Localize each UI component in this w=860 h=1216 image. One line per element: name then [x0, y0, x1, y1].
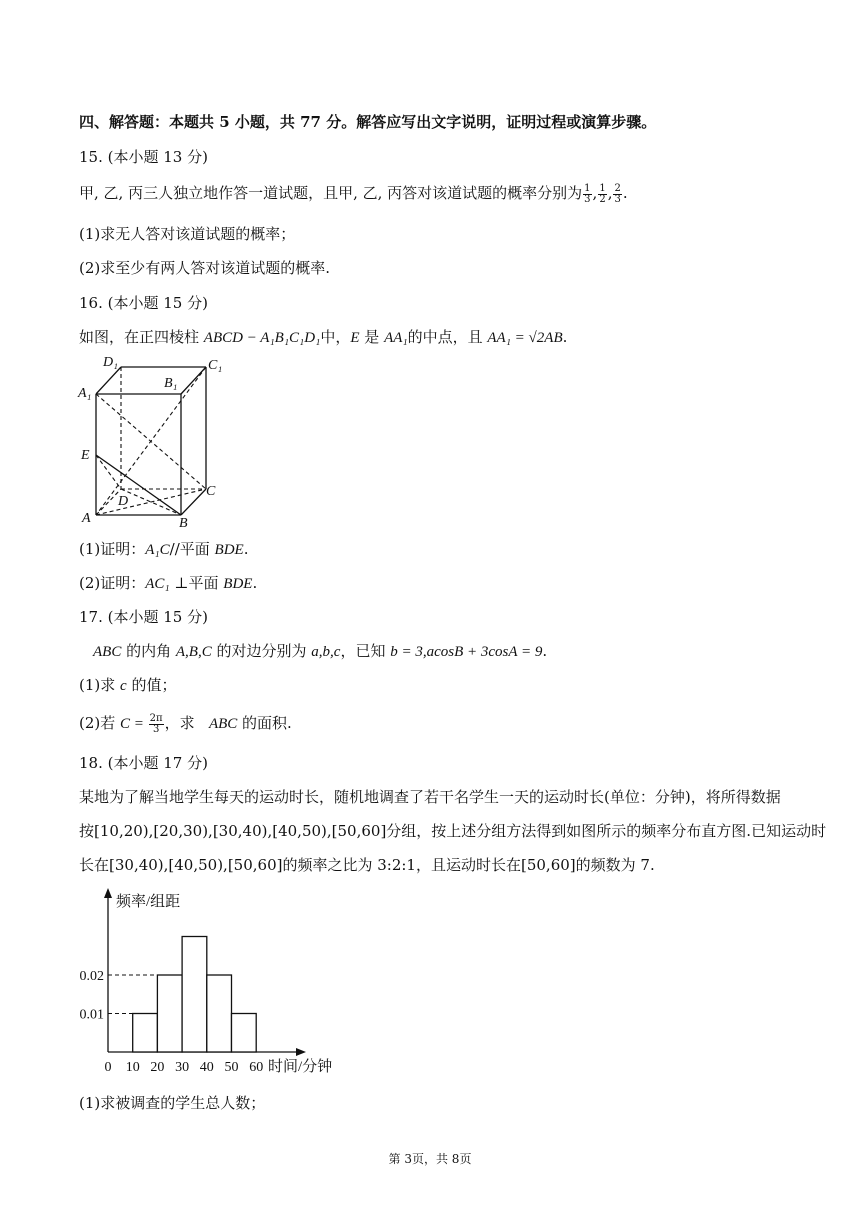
histogram-bar [207, 975, 232, 1052]
label-B1: B₁ [164, 376, 178, 391]
frequency-histogram [72, 882, 352, 1082]
x-tick-label: 40 [199, 1060, 214, 1075]
label-B: B [179, 516, 188, 530]
q17-stem: ABC 的内角 A,B,C 的对边分别为 a,b,c，已知 b = 3,acosB + 3cosA = 9. [93, 642, 548, 660]
label-D: D [118, 494, 129, 509]
prism-figure [72, 352, 232, 530]
q15-title: 15. (本小题 13 分) [79, 148, 208, 166]
histogram-bar [232, 1014, 257, 1053]
label-C: C [206, 484, 216, 499]
q18-title: 18. (本小题 17 分) [79, 754, 208, 772]
x-axis-arrow [296, 1048, 306, 1056]
q17-title: 17. (本小题 15 分) [79, 608, 208, 626]
q15-stem-text: 甲, 乙, 丙三人独立地作答一道试题，且甲, 乙, 丙答对该道试题的概率分别为 [79, 184, 583, 202]
label-C1: C₁ [208, 358, 223, 373]
x-tick-label: 60 [249, 1060, 264, 1075]
q18-line1: 某地为了解当地学生每天的运动时长，随机地调查了若干名学生一天的运动时长(单位：分钟)，将所得数据 [79, 788, 781, 806]
y-tick-label: 0.02 [79, 969, 104, 984]
q18-line2: 按[10,20),[20,30),[30,40),[40,50),[50,60]分组，按上述分组方法得到如图所示的频率分布直方图.已知运动时 [79, 822, 827, 840]
x-tick-label: 30 [175, 1060, 190, 1075]
q18-line3: 长在[30,40),[40,50),[50,60]的频率之比为 3:2:1，且运动时长在[50,60]的频数为 7. [79, 856, 655, 874]
q15-part2: (2)求至少有两人答对该道试题的概率. [79, 259, 331, 277]
y-axis-label: 频率/组距 [116, 894, 181, 910]
x-tick-label: 20 [150, 1060, 165, 1075]
x-tick-label: 50 [224, 1060, 239, 1075]
x-tick-label: 10 [125, 1060, 140, 1075]
q16-part2: (2)证明：AC₁ ⊥平面 BDE. [79, 574, 258, 592]
label-A: A [82, 511, 91, 526]
page-footer: 第 3页，共 8页 [388, 1152, 472, 1166]
x-axis-label: 时间/分钟 [268, 1059, 333, 1075]
y-tick-label: 0.01 [79, 1007, 104, 1023]
y-axis-arrow [104, 888, 112, 898]
q16-stem: 如图，在正四棱柱 ABCD − A₁B₁C₁D₁中，E 是 AA₁的中点，且 AA₁ = √2AB. [79, 328, 568, 346]
q18-part1: (1)求被调查的学生总人数； [79, 1094, 266, 1112]
label-A1: A₁ [78, 386, 92, 401]
q17-fraction: $\frac{2\pi}{3}$ [149, 712, 163, 735]
q15-fraction-3: $\frac{2}{3}$ [614, 182, 621, 205]
q15-part1: (1)求无人答对该道试题的概率； [79, 225, 296, 243]
q15-fraction-1: $\frac{1}{3}$ [584, 182, 591, 205]
q17-part1: (1)求 c 的值； [79, 676, 177, 694]
q16-part1: (1)证明：A₁C//平面 BDE. [79, 540, 249, 558]
histogram-bar [133, 1014, 158, 1053]
histogram-bar [157, 975, 182, 1052]
label-D1: D₁ [103, 355, 118, 370]
q17-part2: (2)若 C = $\frac{2\pi}{3}$ ，求 ABC 的面积. [79, 712, 292, 735]
q16-title: 16. (本小题 15 分) [79, 294, 208, 312]
x-tick-label: 0 [104, 1060, 112, 1075]
q15-stem: 甲, 乙, 丙三人独立地作答一道试题，且甲, 乙, 丙答对该道试题的概率分别为 $\frac{1}{3}$ , $\frac{1}{2}$ , $\frac{2}{3}$ . [79, 182, 628, 205]
histogram-bar [182, 937, 207, 1053]
section-header: 四、解答题：本题共 5 小题，共 77 分。解答应写出文字说明，证明过程或演算步骤。 [79, 113, 657, 131]
label-E: E [81, 448, 90, 463]
q15-fraction-2: $\frac{1}{2}$ [599, 182, 606, 205]
